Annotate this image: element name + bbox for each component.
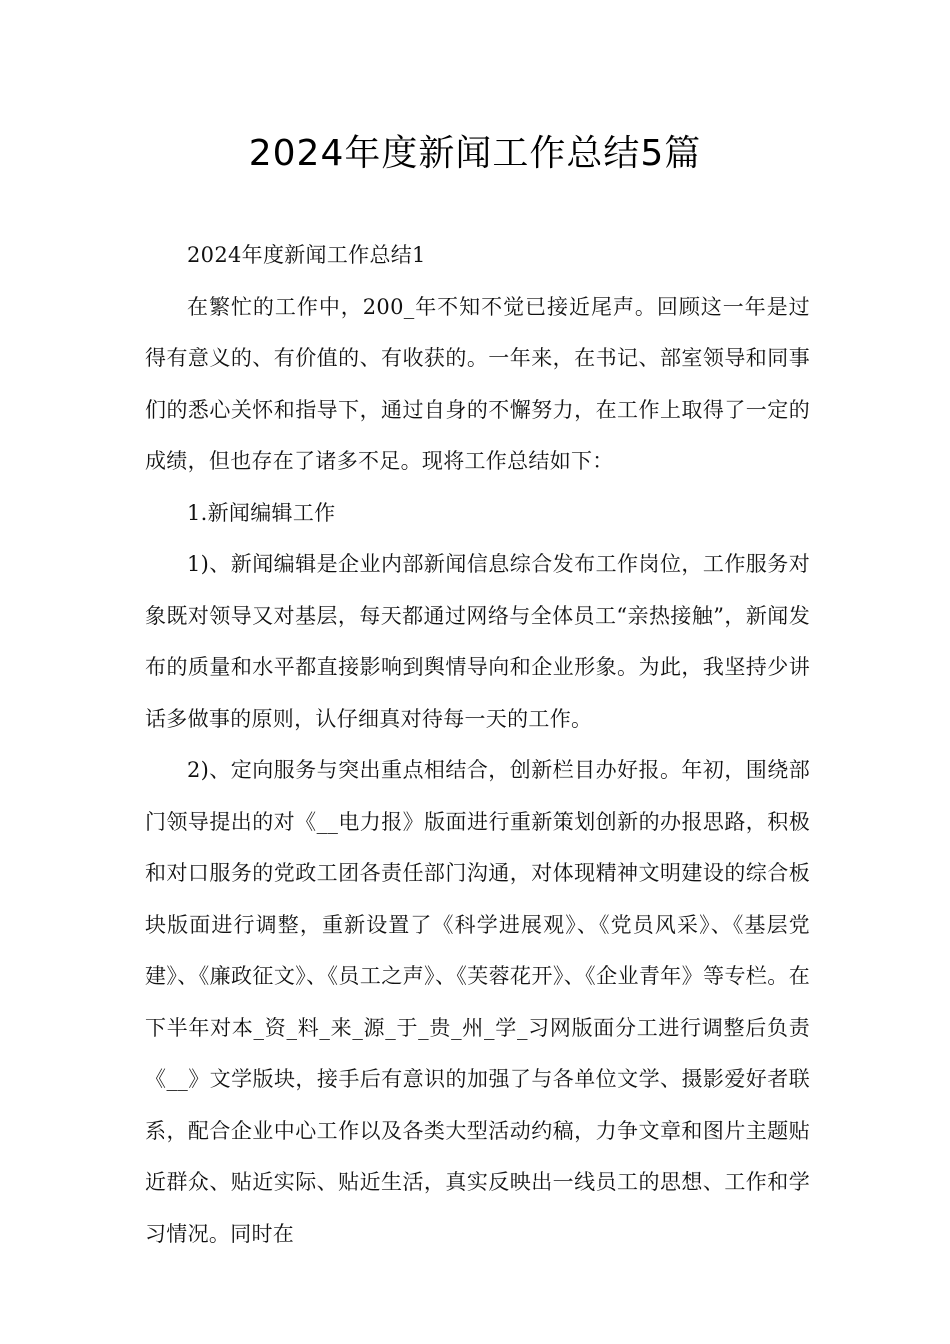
body-paragraph: 1)、新闻编辑是企业内部新闻信息综合发布工作岗位，工作服务对象既对领导又对基层，每天都通过网络与全体员工“亲热接触”，新闻发布的质量和水平都直接影响到舆情导向和企业形象。为此，我坚持少讲话多做事的原则，认仔细真对待每一天的工作。 bbox=[145, 552, 810, 731]
body-paragraph: 2)、定向服务与突出重点相结合，创新栏目办好报。年初，围绕部门领导提出的对《__电力报》版面进行重新策划创新的办报思路，积极和对口服务的党政工团各责任部门沟通，对体现精神文明建设的综合板块版面进行调整，重新设置了《科学进展观》、《党员风采》、《基层党建》、《廉政征文》、《员工之声》、《芙蓉花开》、《企业青年》等专栏。在下半年对本_资_料_来_源_于_贵_州_学_习网版面分工进行调整后负责《__》文学版块，接手后有意识的加强了与各单位文学、摄影爱好者联系，配合企业中心工作以及各类大型活动约稿，力争文章和图片主题贴近群众、贴近实际、贴近生活，真实反映出一线员工的思想、工作和学习情况。同时在 bbox=[145, 758, 810, 1246]
body-paragraph: 在繁忙的工作中，200_年不知不觉已接近尾声。回顾这一年是过得有意义的、有价值的、有收获的。一年来，在书记、部室领导和同事们的悉心关怀和指导下，通过自身的不懈努力，在工作上取得了一定的成绩，但也存在了诸多不足。现将工作总结如下： bbox=[145, 294, 810, 473]
subsection-heading: 1.新闻编辑工作 bbox=[187, 500, 336, 525]
document-title: 2024年度新闻工作总结5篇 bbox=[248, 133, 702, 174]
document-body bbox=[145, 230, 810, 1260]
section-heading: 2024年度新闻工作总结1 bbox=[187, 243, 426, 267]
